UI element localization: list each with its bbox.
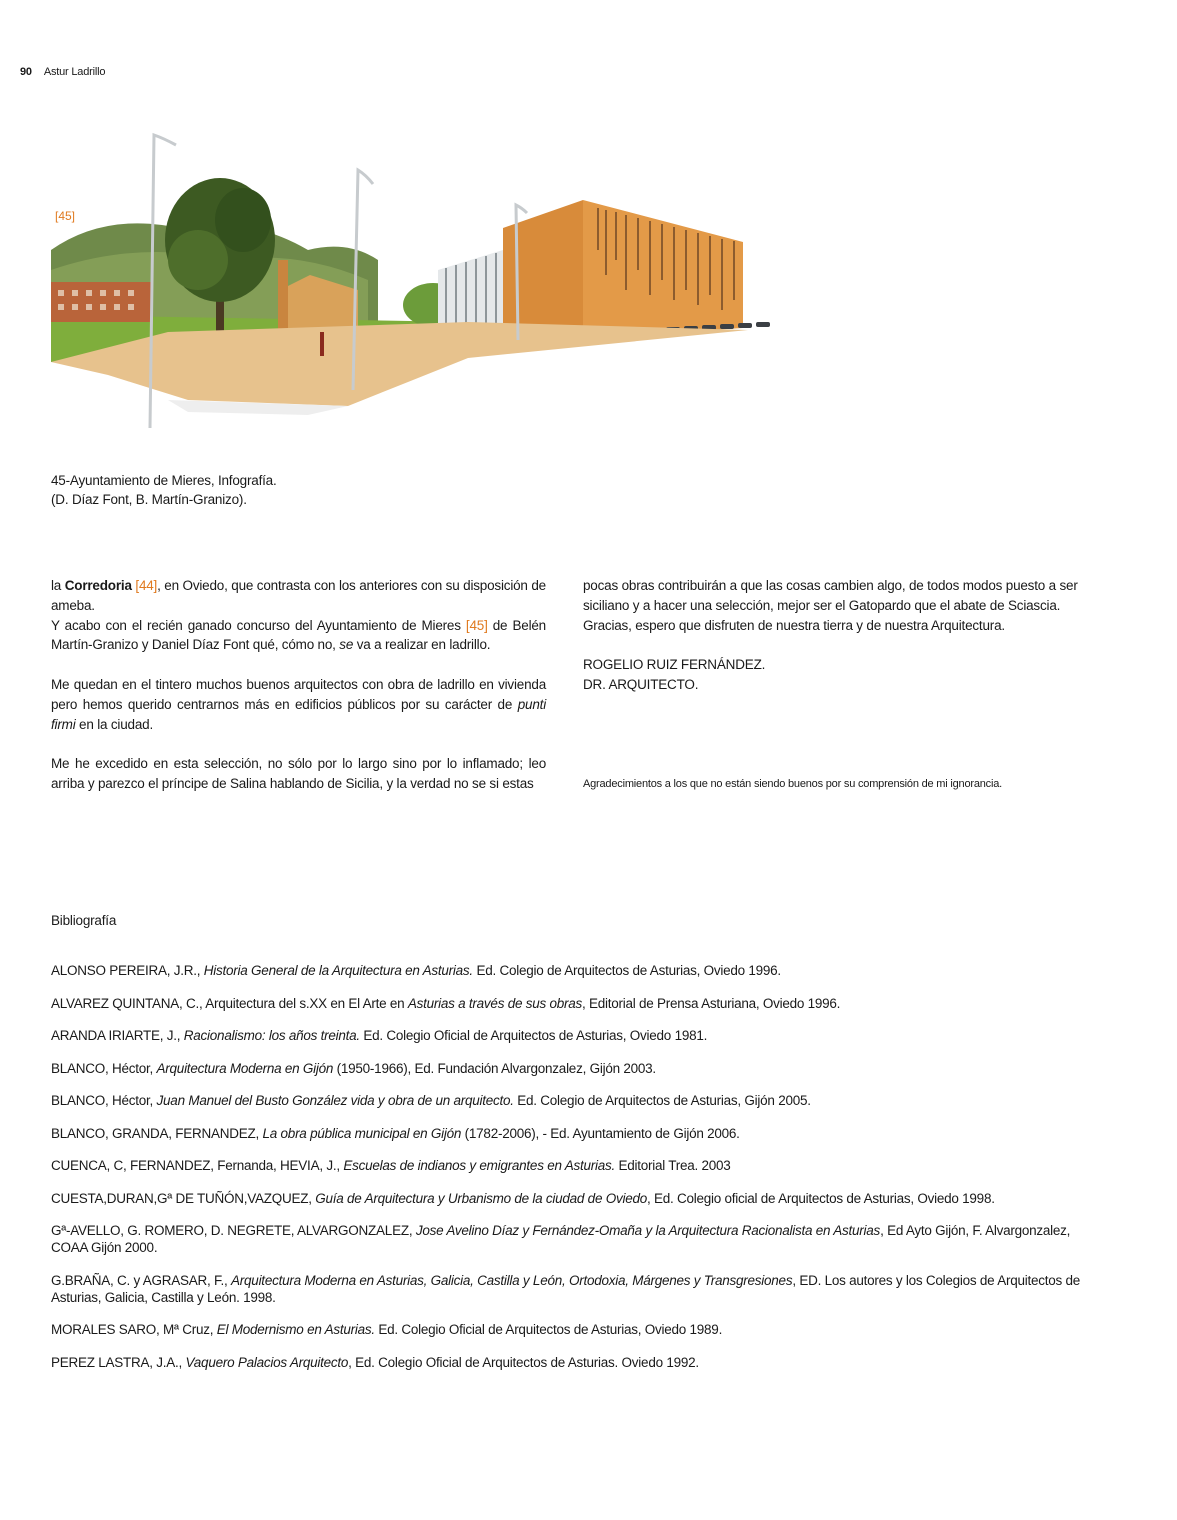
bibliography-entry: BLANCO, Héctor, Juan Manuel del Busto González vida y obra de un arquitecto. Ed. Colegio de Arquitectos de Asturias, Gijón 2005. (51, 1093, 811, 1108)
running-title: Astur Ladrillo (43, 66, 106, 78)
bibliography-entry: ARANDA IRIARTE, J., Racionalismo: los años treinta. Ed. Colegio Oficial de Arquitectos de Asturias, Oviedo 1981. (51, 1028, 708, 1043)
person (320, 332, 324, 356)
bibliography-entry: ALVAREZ QUINTANA, C., Arquitectura del s.XX en El Arte en Asturias a través de sus obras, Editorial de Prensa Asturiana, Oviedo 1996. (51, 995, 841, 1011)
bibliography-entry: PEREZ LASTRA, J.A., Vaquero Palacios Arquitecto, Ed. Colegio Oficial de Arquitectos de Asturias. Oviedo 1992. (51, 1354, 699, 1370)
acknowledgement: Agradecimientos a los que no están siendo buenos por su comprensión de mi ignorancia. (583, 778, 1002, 790)
figure-reference: [45] (55, 209, 76, 223)
bibliography-entry: CUESTA,DURAN,Gª DE TUÑÓN,VAZQUEZ, Guía de Arquitectura y Urbanismo de la ciudad de Oviedo, Ed. Colegio oficial de Arquitectos de Asturias, Oviedo 1998. (51, 1190, 995, 1206)
bibliography-title: Bibliografía (51, 913, 117, 928)
caption-line-2: (D. Díaz Font, B. Martín-Granizo). (51, 492, 247, 507)
signature-name: ROGELIO RUIZ FERNÁNDEZ. (583, 657, 766, 673)
figure-reference: [44] (135, 578, 158, 593)
bibliography-entry: BLANCO, Héctor, Arquitectura Moderna en Gijón (1950-1966), Ed. Fundación Alvargonzalez, Gijón 2003. (51, 1060, 656, 1076)
bibliography-entry: MORALES SARO, Mª Cruz, El Modernismo en Asturias. Ed. Colegio Oficial de Arquitectos de Asturias, Oviedo 1989. (51, 1322, 723, 1337)
bibliography-entry: Gª-AVELLO, G. ROMERO, D. NEGRETE, ALVARGONZALEZ, Jose Avelino Díaz y Fernández-Omaña y la Arquitectura Racionalista en Asturias, Ed Ayto Gijón, F. Alvargonzalez, COAA Gijón 2000. (51, 1223, 1071, 1255)
left-column (51, 576, 546, 814)
page-header (20, 66, 105, 78)
glass-building (438, 250, 503, 328)
paragraph: pocas obras contribuirán a que las cosas cambien algo, de todos modos puesto a ser siciliano y a hacer una selección, mejor ser el Gatopardo que el abate de Sciascia. (583, 578, 1078, 613)
housing-block (51, 282, 151, 322)
caption-line-1: 45-Ayuntamiento de Mieres, Infografía. (51, 473, 277, 488)
bibliography-list (51, 962, 1081, 1386)
bibliography-entry: CUENCA, C, FERNANDEZ, Fernanda, HEVIA, J., Escuelas de indianos y emigrantes en Asturias. Editorial Trea. 2003 (51, 1158, 731, 1173)
right-column (583, 576, 1078, 695)
figure-caption (51, 471, 277, 509)
paragraph: Me quedan en el tintero muchos buenos arquitectos con obra de ladrillo en vivienda pero hemos querido centrarnos más en edificios públicos por su carácter de punti firmi en la ciudad. (51, 676, 546, 732)
paragraph: Gracias, espero que disfruten de nuestra tierra y de nuestra Arquitectura. (583, 617, 1005, 633)
bibliography-entry: G.BRAÑA, C. y AGRASAR, F., Arquitectura Moderna en Asturias, Galicia, Castilla y León, Ortodoxia, Márgenes y Transgresiones, ED. Los autores y los Colegios de Arquitectos de Asturias, Galicia, Castilla y León. 1998. (51, 1272, 1080, 1305)
corredoria-bold: Corredoria (64, 578, 132, 593)
bibliography-entry: ALONSO PEREIRA, J.R., Historia General de la Arquitectura en Asturias. Ed. Colegio de Arquitectos de Asturias, Oviedo 1996. (51, 963, 781, 978)
page-number: 90 (20, 66, 32, 78)
building-rendering (48, 100, 788, 440)
figure-reference: [45] (465, 617, 488, 633)
paragraph: Y acabo con el recién ganado concurso del Ayuntamiento de Mieres [45] de Belén Martín-Granizo y Daniel Díaz Font qué, cómo no, se va a realizar en ladrillo. (51, 617, 546, 653)
paragraph: la Corredoria [44], en Oviedo, que contrasta con los anteriores con su disposición de ameba. (51, 578, 546, 613)
bibliography-entry: BLANCO, GRANDA, FERNANDEZ, La obra pública municipal en Gijón (1782-2006), - Ed. Ayuntamiento de Gijón 2006. (51, 1125, 740, 1141)
signature-title: DR. ARQUITECTO. (583, 676, 699, 692)
paragraph: Me he excedido en esta selección, no sólo por lo largo sino por lo inflamado; leo arriba y parezco el príncipe de Salina hablando de Sicilia, y la verdad no se si estas (51, 756, 546, 791)
